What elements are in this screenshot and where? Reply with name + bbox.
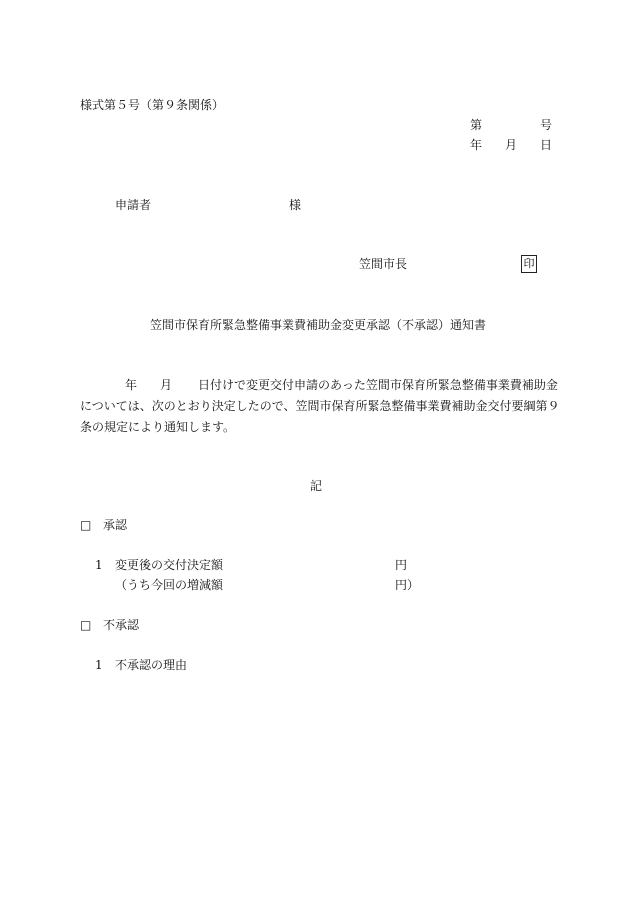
approval-checkbox: □ (80, 518, 92, 532)
ki-heading: 記 (310, 479, 323, 493)
body-line3: 条の規定により通知します。 (80, 420, 236, 434)
approval-item-number: 1 (95, 558, 103, 572)
date-day: 日 (540, 138, 553, 152)
disapproval-label: 不承認 (103, 618, 140, 632)
body-line2: については、次のとおり決定したので、笠間市保育所緊急整備事業費補助金交付要綱第９ (80, 399, 560, 413)
date-year: 年 (470, 138, 483, 152)
body-year: 年 (125, 378, 138, 392)
date-month: 月 (505, 138, 518, 152)
approval-sub-unit: 円） (395, 578, 420, 592)
approval-item-unit: 円 (395, 558, 408, 572)
approval-item-label: 変更後の交付決定額 (115, 558, 224, 572)
disapproval-item-label: 不承認の理由 (115, 658, 188, 672)
body-line1: 日付けで変更交付申請のあった笠間市保育所緊急整備事業費補助金 (198, 378, 558, 392)
form-label: 様式第５号（第９条関係） (80, 98, 225, 112)
applicant-label: 申請者 (115, 198, 152, 212)
doc-number-dai: 第 (470, 118, 483, 132)
applicant-sama: 様 (289, 198, 302, 212)
doc-number-go: 号 (540, 118, 553, 132)
body-month: 月 (160, 378, 173, 392)
approval-label: 承認 (103, 518, 128, 532)
disapproval-checkbox: □ (80, 618, 92, 632)
seal-stamp: 印 (521, 255, 537, 273)
disapproval-item-number: 1 (95, 658, 103, 672)
approval-sub-label: （うち今回の増減額 (115, 578, 224, 592)
doc-title: 笠間市保育所緊急整備事業費補助金変更承認（不承認）通知書 (150, 318, 487, 332)
issuer-title: 笠間市長 (359, 257, 408, 271)
